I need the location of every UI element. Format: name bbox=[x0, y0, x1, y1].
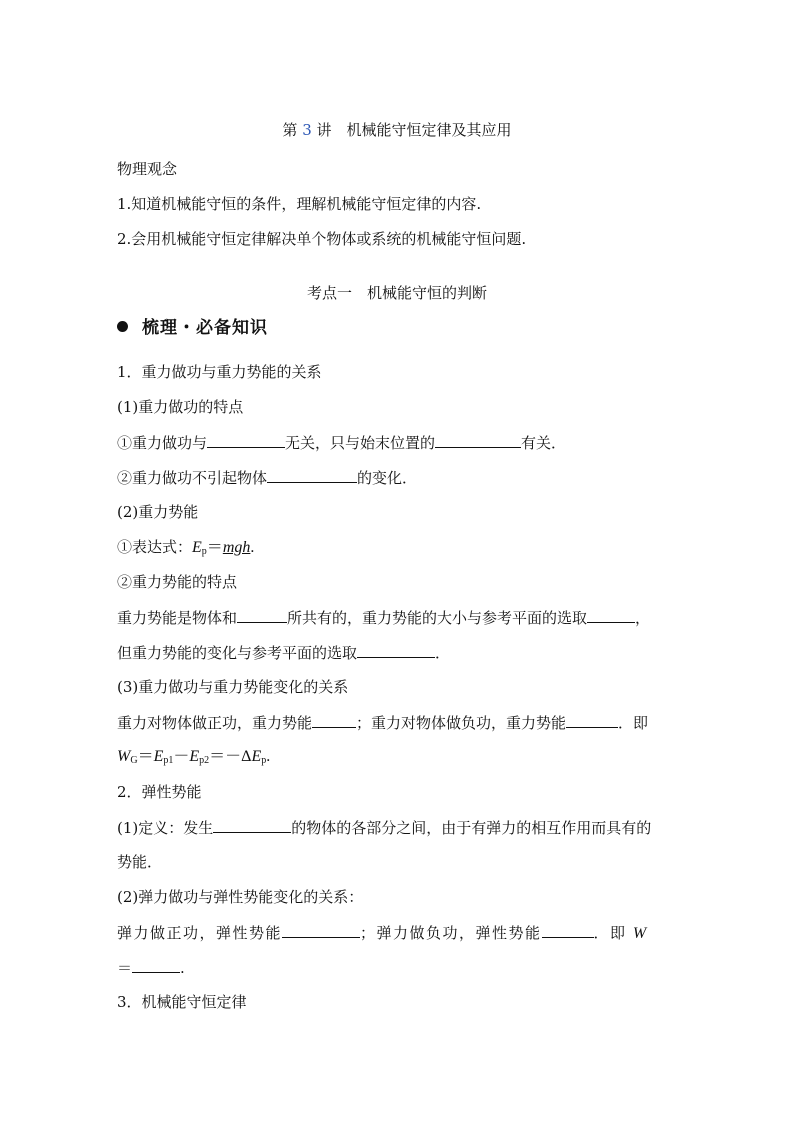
s2-d5: ＝ . bbox=[117, 959, 185, 977]
title-number: 3 bbox=[302, 121, 312, 139]
s3-title: 3．机械能守恒定律 bbox=[117, 993, 247, 1011]
fill-blank[interactable] bbox=[282, 922, 360, 938]
fill-blank[interactable] bbox=[542, 922, 594, 938]
s1-c2-formula: $W_G=E_{p1}-E_{p2}=-\Delta E_p$. bbox=[117, 748, 271, 766]
physics-concept-label: 物理观念 bbox=[117, 160, 178, 178]
fill-blank[interactable] bbox=[435, 432, 521, 448]
section-heading-text: 梳理・必备知识 bbox=[142, 318, 268, 338]
title-text: 讲 机械能守恒定律及其应用 bbox=[316, 121, 512, 139]
s1-b2: ②重力势能的特点 bbox=[117, 573, 238, 591]
s1-p1: (1)重力做功的特点 bbox=[117, 398, 244, 416]
s1-b1: ①表达式：$E_p=mgh$. bbox=[117, 538, 255, 557]
s1-b3: 重力势能是物体和 所共有的，重力势能的大小与参考平面的选取 ， bbox=[117, 609, 651, 627]
fill-blank[interactable] bbox=[237, 607, 287, 623]
s1-a1: ①重力做功与 无关，只与始末位置的 有关． bbox=[117, 434, 567, 452]
s1-p3: (3)重力做功与重力势能变化的关系 bbox=[117, 678, 349, 696]
bullet-icon bbox=[117, 321, 128, 332]
s2-d3: (2)弹力做功与弹性势能变化的关系： bbox=[117, 888, 364, 906]
goal-2: 2.会用机械能守恒定律解决单个物体或系统的机械能守恒问题. bbox=[117, 230, 527, 248]
title-prefix: 第 bbox=[282, 121, 298, 139]
s2-d1: (1)定义：发生 的物体的各部分之间，由于有弹力的相互作用而具有的 bbox=[117, 819, 652, 837]
fill-blank[interactable] bbox=[213, 817, 291, 833]
s2-d2: 势能． bbox=[117, 853, 163, 871]
s1-title: 1．重力做功与重力势能的关系 bbox=[117, 363, 322, 381]
s1-c1: 重力对物体做正功，重力势能 ；重力对物体做负功，重力势能 ．即 bbox=[117, 714, 649, 732]
fill-blank[interactable] bbox=[132, 957, 180, 973]
s1-a2: ②重力做功不引起物体 的变化． bbox=[117, 469, 418, 487]
s1-b4: 但重力势能的变化与参考平面的选取 ． bbox=[117, 644, 451, 662]
fill-blank[interactable] bbox=[207, 432, 285, 448]
s1-p2: (2)重力势能 bbox=[117, 503, 199, 521]
goal-1: 1.知道机械能守恒的条件，理解机械能守恒定律的内容. bbox=[117, 195, 482, 213]
fill-blank[interactable] bbox=[312, 712, 356, 728]
s2-title: 2．弹性势能 bbox=[117, 783, 202, 801]
fill-blank[interactable] bbox=[357, 642, 435, 658]
lecture-title bbox=[0, 120, 794, 140]
s2-d4: 弹力做正功，弹性势能 ；弹力做负功，弹性势能 ．即 W bbox=[117, 924, 648, 942]
section-heading bbox=[117, 318, 268, 338]
fill-blank[interactable] bbox=[587, 607, 635, 623]
fill-blank[interactable] bbox=[267, 467, 357, 483]
fill-blank[interactable] bbox=[566, 712, 618, 728]
topic-heading: 考点一 机械能守恒的判断 bbox=[306, 284, 487, 302]
